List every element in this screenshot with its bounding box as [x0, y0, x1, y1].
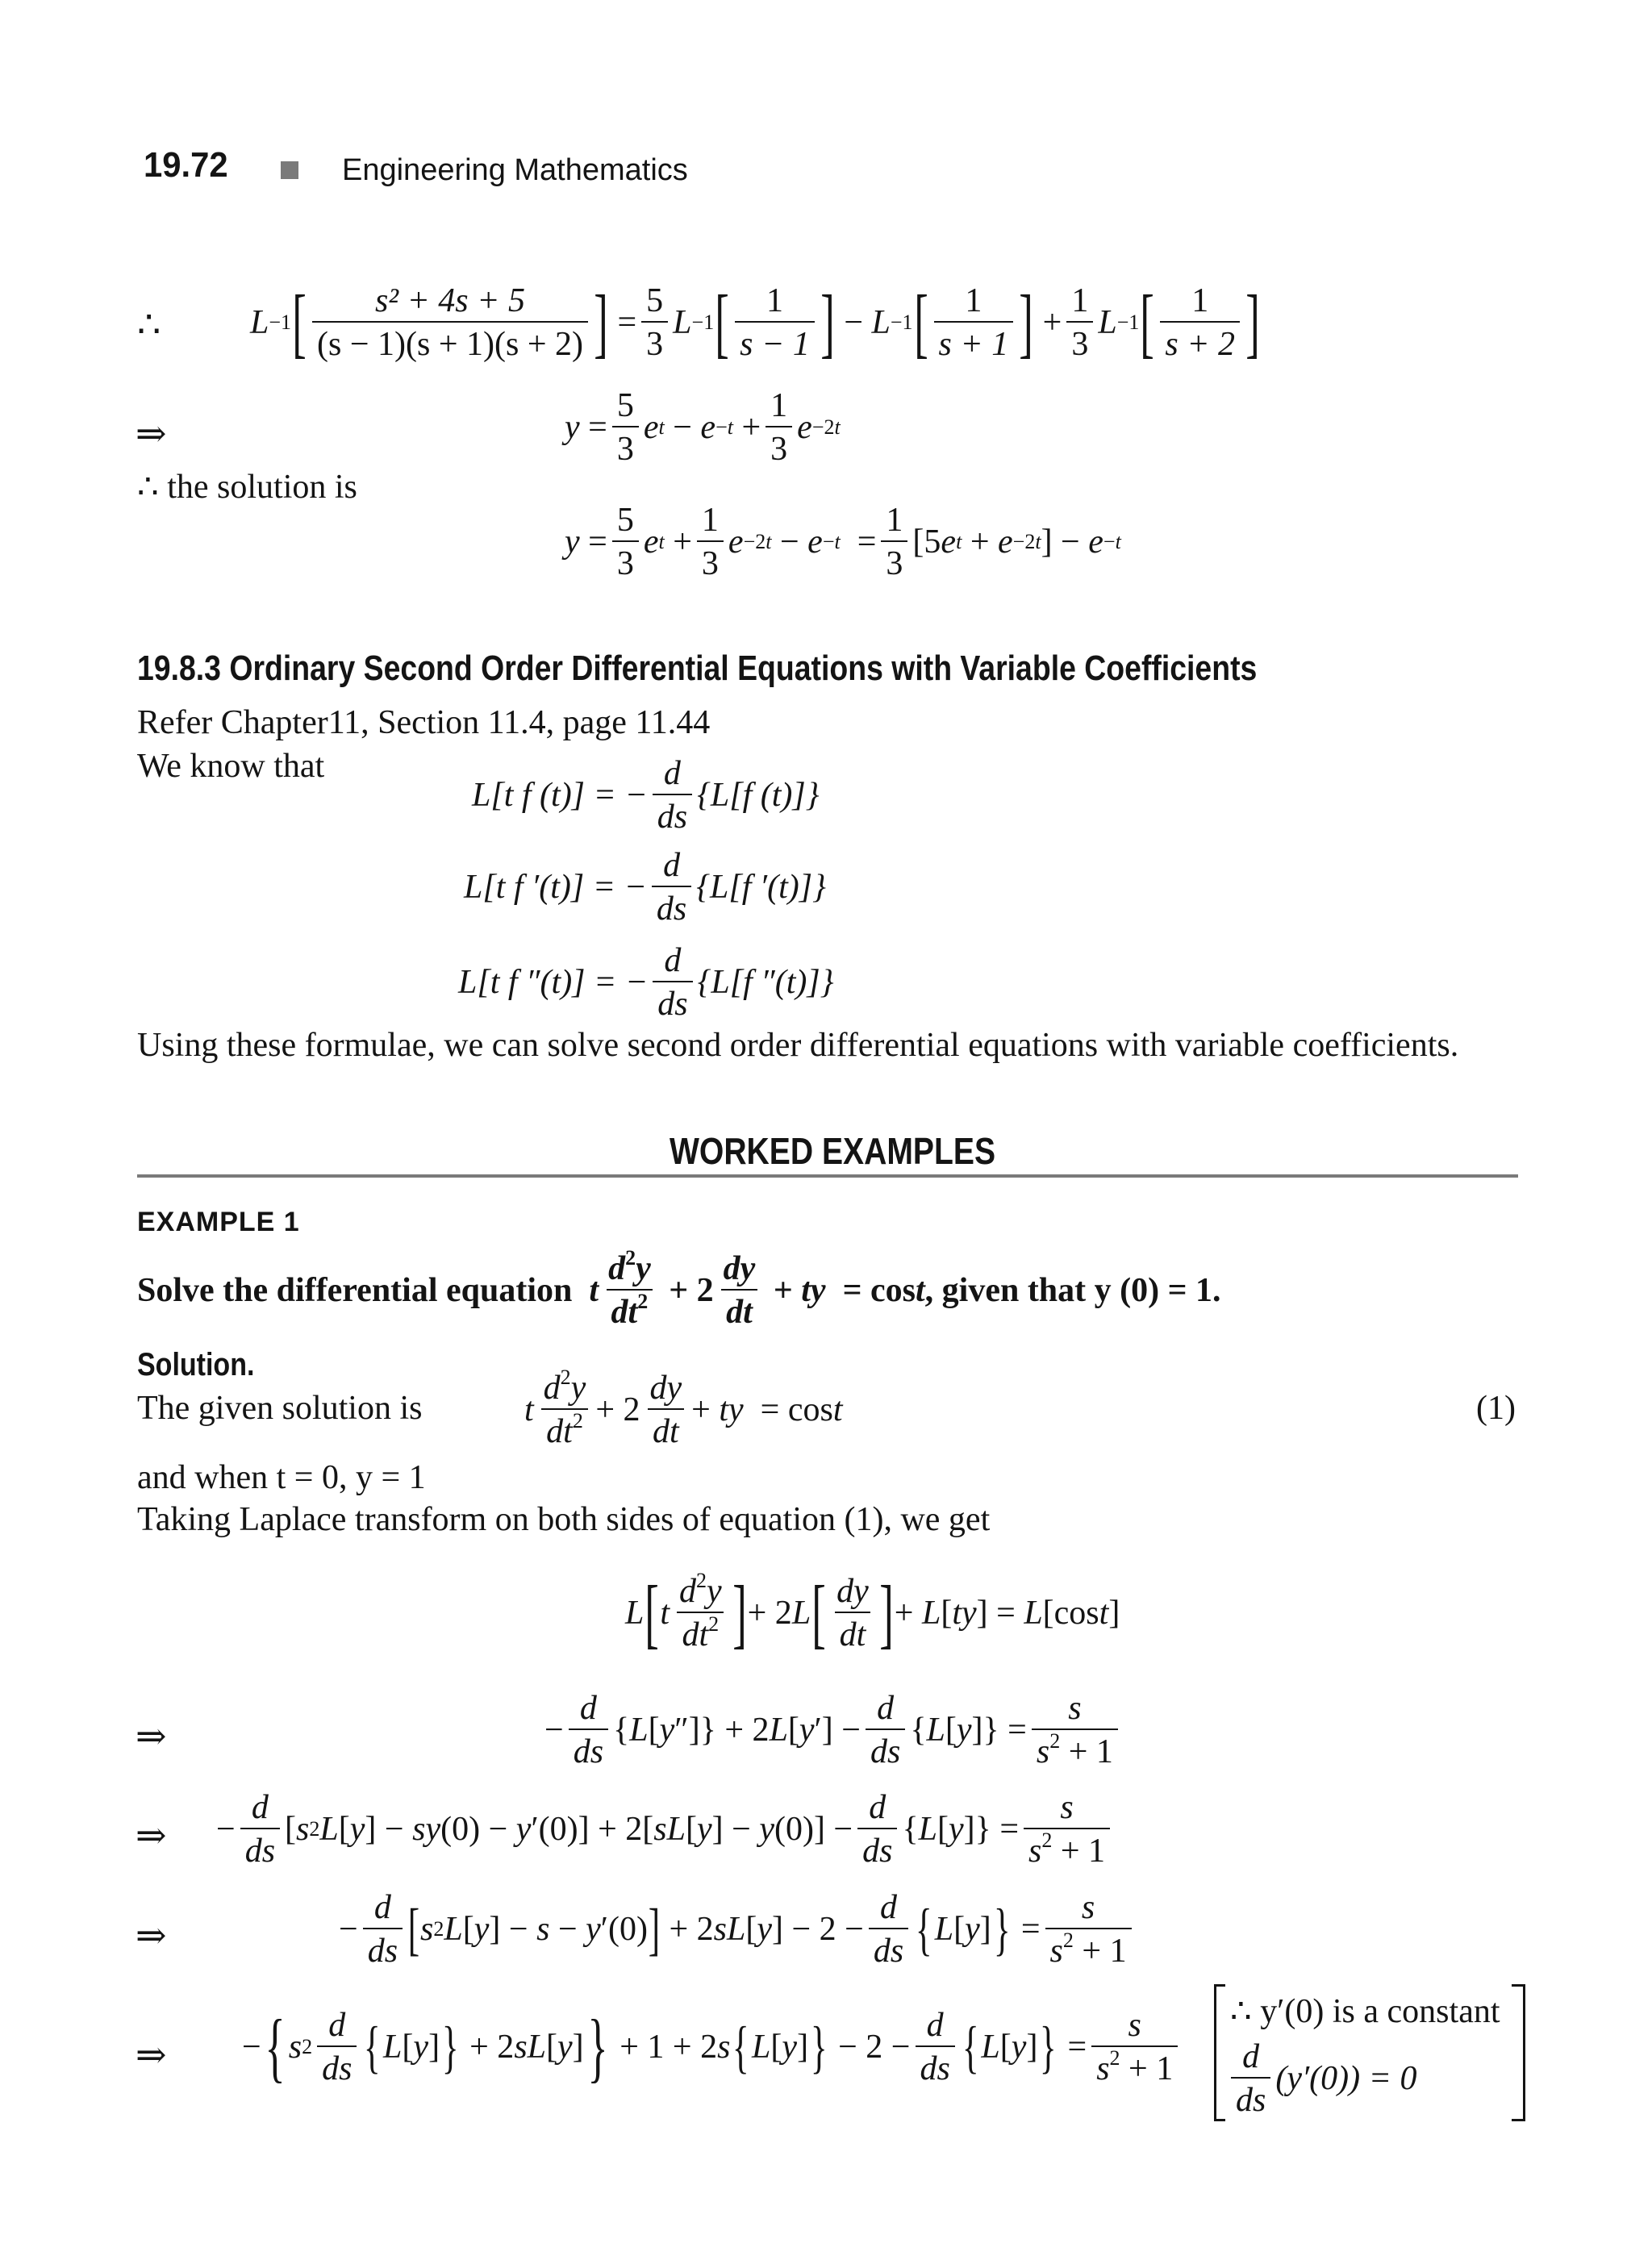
- conclusion-text: Using these formulae, we can solve second order differential equations with variable coefficients.: [137, 1027, 1459, 1064]
- implies-symbol-step-2: ⇒: [136, 1815, 167, 1856]
- coef-3: 3: [641, 321, 668, 361]
- implies-symbol-step-3: ⇒: [136, 1915, 167, 1956]
- solution-equation-2: y = $\frac{5}{3}$ e t + $\frac{1}{3}$ e −2t − e −t = $\frac{1}{3}$ [5 e t + e −2t ] − e −t: [565, 502, 1121, 582]
- formula-2-rhs: {L[f ′(t)]}: [696, 869, 826, 906]
- formula-1-d: d: [663, 755, 681, 792]
- therefore-symbol: ∴: [137, 304, 161, 345]
- formula-3: [458, 934, 834, 1031]
- formula-3-rhs: {L[f ″(t)]}: [697, 964, 834, 1001]
- problem-statement: Solve the differential equation t $\frac{d^2y}{dt^2}$ + 2 $\frac{dy}{dt}$ + ty = cos t , given that y (0) = 1.: [137, 1246, 1221, 1331]
- coef-5: 5: [646, 282, 664, 319]
- constant-note-line-1: ∴ y′(0) is a constant: [1230, 1993, 1500, 2030]
- coef-1: 1: [1071, 282, 1089, 319]
- refer-text: Refer Chapter11, Section 11.4, page 11.44: [137, 704, 711, 741]
- derivation-step-2: − $\frac{d}{ds}$ [ s 2 L [ y ] − sy (0) − y ′(0)] + 2[ sL [ y ] − y (0)] − $\frac{d}{ds}$ { L [ y ]} = $\frac{s}{s^2 + 1}$: [216, 1781, 1115, 1878]
- book-title: Engineering Mathematics: [342, 153, 688, 187]
- lhs-denominator: (s − 1)(s + 1)(s + 2): [312, 321, 588, 361]
- derivation-step-4: − { s 2 $\frac{d}{ds}$ { L [ y ] } + 2 sL [ y ] } + 1 + 2 s { L [ y ] } − 2 − $\frac{d}{ds}$ { L [ y ] } = $\frac{s}{s^2 + 1}$: [242, 1999, 1183, 2095]
- formula-1: [472, 747, 820, 844]
- worked-examples-heading: WORKED EXAMPLES: [670, 1130, 996, 1172]
- solution-equation-1: y = $\frac{5}{3}$ e t − e −t + $\frac{1}{3}$ e −2t: [565, 387, 841, 468]
- term2-den: s + 1: [938, 326, 1009, 363]
- lhs-numerator: s² + 4s + 5: [375, 282, 525, 319]
- header-separator-square: [281, 161, 298, 179]
- formula-3-d: d: [664, 942, 682, 979]
- equation-number: (1): [1476, 1390, 1516, 1427]
- inverse-laplace-partial-fraction-equation: L −1 [ $\frac{\text{s² + 4s + 5}}{(s - 1)(s + 1)(s + 2)}$ ] = $\frac{5}{3}$ L −1 [ $\frac{1}{s - 1}$ ] − L −1 [ $\frac{1}{s + 1}$ ] + $\frac{1}{3}$ L −1 [ $\frac{1}{s + 2}$ ]: [250, 279, 1260, 365]
- given-text: The given solution is: [137, 1390, 423, 1427]
- problem-prefix: Solve the differential equation: [137, 1272, 573, 1309]
- implies-symbol: ⇒: [136, 413, 167, 454]
- given-equation: t $\frac{d^2y}{dt^2}$ + 2 $\frac{dy}{dt}$ + ty = cos t: [524, 1366, 843, 1450]
- initial-condition-text: and when t = 0, y = 1: [137, 1459, 426, 1496]
- bracket-tick: [1214, 1984, 1225, 1987]
- derivation-step-3: − $\frac{d}{ds}$ [ s 2 L [ y ] − s − y ′(0) ] + 2 sL [ y ] − 2 − $\frac{d}{ds}$ { L [ y ] } = $\frac{s}{s^2 + 1}$: [339, 1881, 1137, 1978]
- solution-label: Solution.: [137, 1347, 255, 1382]
- worked-examples-rule: [137, 1174, 1518, 1178]
- implies-symbol-step-4: ⇒: [136, 2034, 167, 2075]
- implies-symbol-step-1: ⇒: [136, 1716, 167, 1757]
- problem-suffix: given that y (0) = 1.: [941, 1272, 1221, 1309]
- constant-note-expression: (y′(0)) = 0: [1275, 2060, 1417, 2097]
- formula-1-lhs: L[t f (t)] = −: [472, 777, 648, 814]
- formula-2-ds: ds: [656, 890, 687, 928]
- page-number: 19.72: [144, 145, 228, 185]
- bracket-tick: [1512, 2119, 1523, 2121]
- formula-3-lhs: L[t f ″(t)] = −: [458, 964, 649, 1001]
- formula-2-lhs: L[t f ′(t)] = −: [464, 869, 647, 906]
- term1-den: s − 1: [740, 326, 810, 363]
- formula-1-ds: ds: [657, 799, 688, 836]
- solution-intro: ∴ the solution is: [137, 469, 357, 506]
- section-heading: 19.8.3 Ordinary Second Order Differential Equations with Variable Coefficients: [137, 648, 1258, 688]
- taking-laplace-text: Taking Laplace transform on both sides of equation (1), we get: [137, 1501, 991, 1538]
- term3-den: s + 2: [1165, 326, 1236, 363]
- formula-2: [464, 839, 826, 936]
- derivation-step-1: − $\frac{d}{ds}$ { L [ y ″]} + 2 L [ y ′] − $\frac{d}{ds}$ { L [ y ]} = $\frac{s}{s^2 + 1}$: [544, 1682, 1123, 1779]
- bracket-tick: [1512, 1984, 1523, 1987]
- formula-3-ds: ds: [657, 986, 688, 1023]
- formula-1-rhs: {L[f (t)]}: [697, 777, 820, 814]
- we-know-text: We know that: [137, 748, 325, 785]
- example-label: EXAMPLE 1: [137, 1207, 300, 1237]
- constant-note-line-2: $\frac{d}{ds}$ (y′(0)) = 0: [1226, 2034, 1416, 2123]
- bracket-tick: [1214, 2119, 1225, 2121]
- coef-3b: 3: [1066, 321, 1093, 361]
- formula-2-d: d: [663, 847, 681, 884]
- laplace-both-sides-equation: L [ t $\frac{d^2y}{dt^2}$ ] + 2 L [ $\frac{dy}{dt}$ ] + L [ ty ] = L [cos t ]: [625, 1569, 1120, 1656]
